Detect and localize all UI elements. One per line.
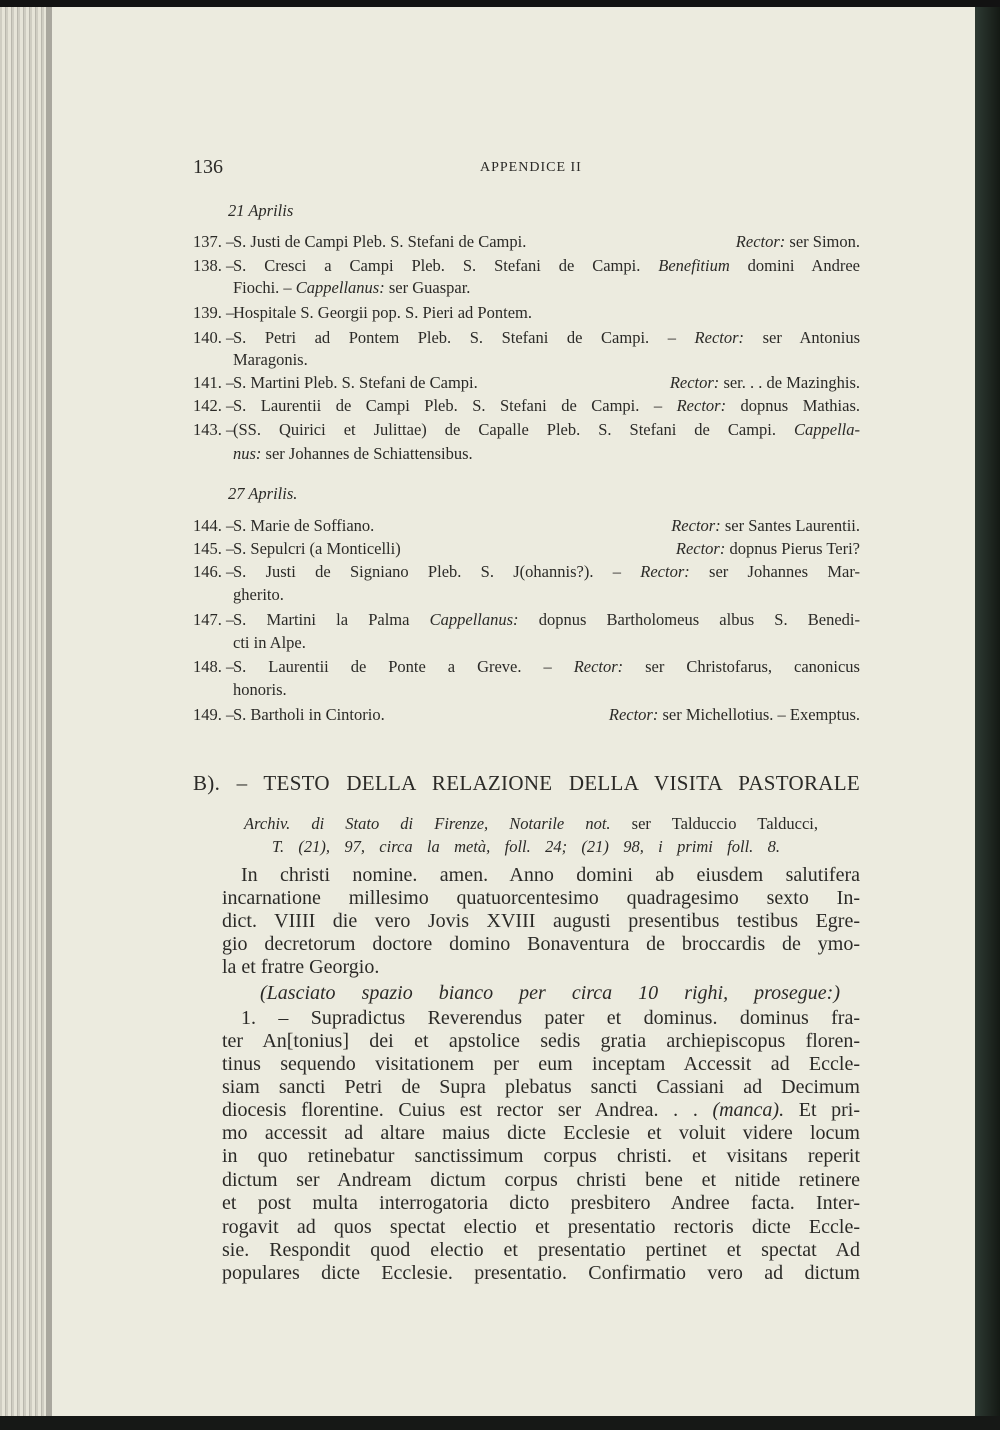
text-line [222,1144,860,1168]
text-line [222,1238,860,1262]
text-segment: incarnatione millesimo quatuorcentesimo quadragesimo sexto In- [222,887,860,909]
rector-info [609,704,860,726]
text-segment: S. Justi de Signiano Pleb. S. J(ohannis?). – [233,562,641,581]
register-entry-line [233,656,860,678]
running-title: APPENDICE II [480,160,582,175]
text-segment: Fiochi. – [233,278,296,297]
italic-text: Cappellanus: [429,610,519,629]
text-line [222,1075,860,1099]
italic-text: Rector: [671,516,721,535]
register-entry-line [233,704,860,726]
text-segment: ser Simon. [785,232,860,251]
book-cover-edge [975,0,1000,1430]
register-entry-line [233,302,860,324]
entry-number: 144. – [193,516,235,535]
text-line [233,443,860,465]
entry-number: 142. – [193,396,235,415]
italic-text: Rector: [694,328,745,347]
text-segment: la et fratre Georgio. [222,956,380,978]
text-segment: ser Talduccio Talducci, [610,814,818,833]
text-segment: dictum ser Andream dictum corpus christi bene et nitide retinere [222,1169,860,1191]
italic-text: 27 Aprilis. [228,484,298,503]
text-line [193,770,860,796]
text-line [222,909,860,933]
text-segment: dopnus Pierus Teri? [725,539,860,558]
text-line [222,1261,860,1285]
scan-border-bottom [0,1416,1000,1430]
register-entry-line [233,395,860,417]
text-segment: 1. – Supradictus Reverendus pater et dominus. dominus fra- [241,1007,860,1029]
text-line [222,886,860,910]
text-segment: et post multa interrogatoria dicto presbitero Andree facta. Inter- [222,1192,860,1214]
text-segment: ser Guaspar. [384,278,471,297]
text-line [222,1029,860,1053]
text-segment: sie. Respondit quod electio et presentatio pertinet et spectat Ad [222,1239,860,1261]
text-segment: siam sancti Petri de Supra plebatus sancti Cassiani ad Decimum [222,1076,860,1098]
text-segment: B). – TESTO DELLA RELAZIONE DELLA VISITA PASTORALE [193,771,860,795]
text-segment: In christi nomine. amen. Anno domini ab eiusdem salutifera [241,864,860,886]
text-segment: Et pri- [784,1099,861,1121]
entry-number: 140. – [193,328,235,347]
text-segment: Maragonis. [233,350,308,369]
text-line [233,679,860,701]
italic-text: Rector: [608,705,659,724]
register-entry-line [233,609,860,631]
register-entry-line [233,419,860,441]
italic-text: 21 Aprilis [228,201,294,220]
register-entry-line [233,327,860,349]
page-number: 136 [193,156,223,178]
entry-number: 149. – [193,705,235,724]
italic-text: Cappellanus: [295,278,385,297]
text-line [233,584,860,606]
italic-text: T. (21), 97, circa la metà, foll. 24; (21) 98, i primi foll. 8. [272,837,780,856]
text-line [222,1121,860,1145]
text-segment: S. Martini la Palma [233,610,430,629]
entry-number: 148. – [193,657,235,676]
text-segment: mo accessit ad altare maius dicte Ecclesie et voluit videre locum [222,1122,860,1144]
text-segment: diocesis florentine. Cuius est rector ser Andrea. . . [222,1099,713,1121]
text-line [222,1191,860,1215]
text-segment: gio decretorum doctore domino Bonaventura de broccardis de ymo- [222,933,860,955]
scan-border-top [0,0,1000,7]
rector-info [676,538,860,560]
text-line [241,1006,860,1030]
text-line [260,981,840,1005]
text-line [233,277,860,299]
text-segment: (SS. Quirici et Julittae) de Capalle Pleb. S. Stefani de Campi. [233,420,794,439]
italic-text: Rector: [669,373,720,392]
entry-number: 146. – [193,562,235,581]
italic-text: (Lasciato spazio bianco per circa 10 righi, prosegue:) [260,982,840,1004]
italic-text: Rector: [675,539,726,558]
text-segment: cti in Alpe. [233,633,306,652]
italic-text: Archiv. di Stato di Firenze, Notarile not. [244,814,611,833]
text-segment: S. Cresci a Campi Pleb. S. Stefani de Campi. [233,256,659,275]
italic-text: (manca). [712,1099,785,1121]
binding-shadow [46,6,52,1416]
text-segment: S. Martini Pleb. S. Stefani de Campi. [233,373,478,392]
text-segment: honoris. [233,680,287,699]
text-line [222,1168,860,1192]
italic-text: nus: [233,444,262,463]
register-entry-line [233,538,860,560]
text-segment: ser Johannes de Schiattensibus. [261,444,473,463]
text-line [228,483,297,505]
text-segment: S. Petri ad Pontem Pleb. S. Stefani de Campi. – [233,328,695,347]
text-line [222,1098,860,1122]
text-segment: S. Bartholi in Cintorio. [233,705,385,724]
entry-number: 138. – [193,256,235,275]
entry-number: 145. – [193,539,235,558]
register-entry-line [233,231,860,253]
italic-text: Rector: [640,562,690,581]
text-segment: domini Andree [729,256,860,275]
text-segment: populares dicte Ecclesie. presentatio. Confirmatio vero ad dictum [222,1262,860,1284]
italic-text: Benefitium [658,256,730,275]
entry-number: 147. – [193,610,235,629]
text-segment: S. Justi de Campi Pleb. S. Stefani de Campi. [233,232,527,251]
text-segment: gherito. [233,585,284,604]
text-segment: S. Laurentii de Campi Pleb. S. Stefani de Campi. – [233,396,677,415]
page-stack-edge [0,6,50,1416]
text-segment: ser Christofarus, canonicus [623,657,860,676]
text-segment: ter An[tonius] dei et apstolice sedis gratia archiepiscopus floren- [222,1030,860,1052]
text-line [233,349,860,371]
text-segment: rogavit ad quos spectat electio et presentatio rectoris dicte Eccle- [222,1216,860,1238]
rector-info [671,515,860,537]
text-segment: tinus sequendo visitationem per eum inceptam Accessit ad Eccle- [222,1053,860,1075]
text-segment: ser Antonius [744,328,860,347]
register-entry-line [233,255,860,277]
text-segment: Hospitale S. Georgii pop. S. Pieri ad Pontem. [233,303,532,322]
text-segment: ser. . . de Mazinghis. [719,373,860,392]
text-line [222,932,860,956]
text-line [222,1052,860,1076]
text-line [233,632,860,654]
entry-number: 137. – [193,232,235,251]
rector-info [736,231,860,253]
text-segment: dopnus Mathias. [726,396,860,415]
text-line [222,955,379,979]
rector-info [670,372,860,394]
text-line [222,1215,860,1239]
text-segment: S. Sepulcri (a Monticelli) [233,539,401,558]
text-segment: S. Marie de Soffiano. [233,516,375,535]
entry-number: 143. – [193,420,235,439]
text-line [241,863,860,887]
text-segment: ser Johannes Mar- [689,562,860,581]
text-segment: in quo retinebatur sanctissimum corpus christi. et visitans reperit [222,1145,860,1167]
text-line [228,200,293,222]
italic-text: Rector: [676,396,727,415]
italic-text: Cappella- [794,420,860,439]
register-entry-line [233,372,860,394]
text-segment: dopnus Bartholomeus albus S. Benedi- [518,610,860,629]
text-segment: ser Santes Laurentii. [720,516,860,535]
text-segment: S. Laurentii de Ponte a Greve. – [233,657,574,676]
text-line [272,836,780,858]
entry-number: 139. – [193,303,235,322]
text-line [244,813,818,835]
text-segment: ser Michellotius. – Exemptus. [658,705,860,724]
italic-text: Rector: [573,657,624,676]
text-segment: dict. VIIII die vero Jovis XVIII augusti presentibus testibus Egre- [222,910,860,932]
register-entry-line [233,515,860,537]
entry-number: 141. – [193,373,235,392]
italic-text: Rector: [735,232,786,251]
register-entry-line [233,561,860,583]
